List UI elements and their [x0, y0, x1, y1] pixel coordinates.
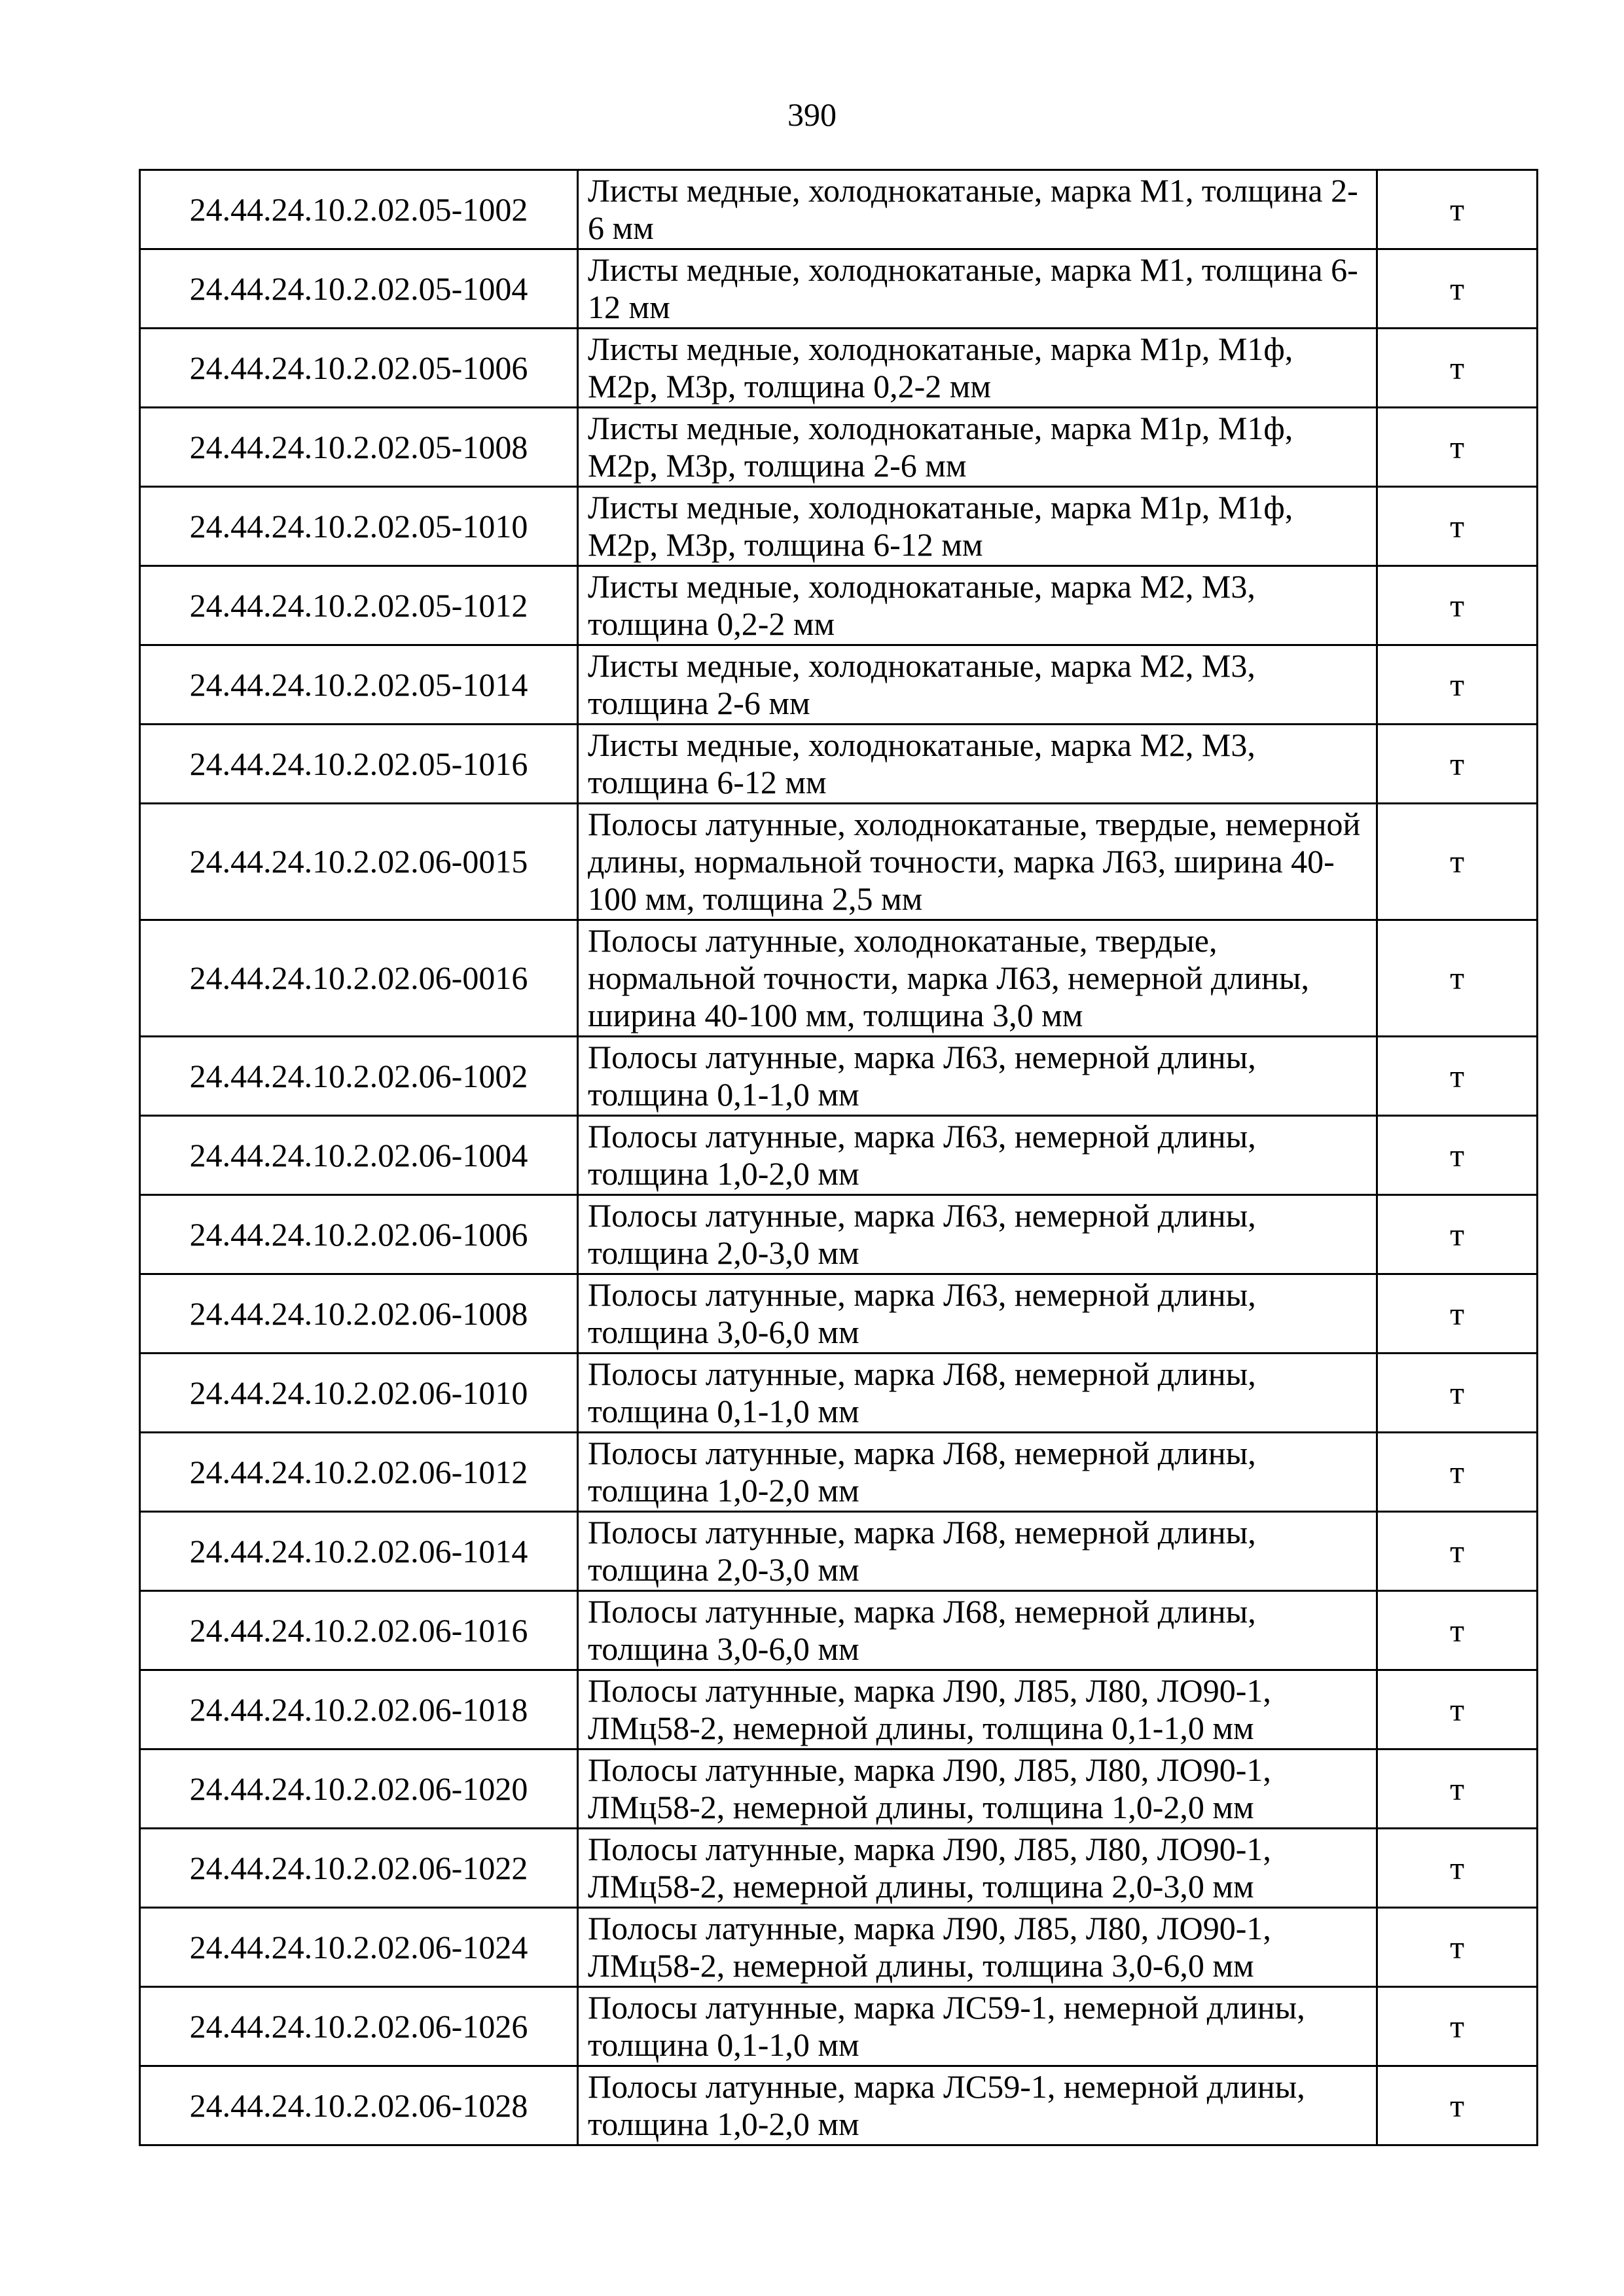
code-cell: 24.44.24.10.2.02.05-1008	[140, 408, 578, 487]
description-cell: Листы медные, холоднокатаные, марка М1, толщина 6-12 мм	[578, 249, 1377, 329]
code-cell: 24.44.24.10.2.02.06-1018	[140, 1670, 578, 1749]
table-row	[140, 170, 1538, 249]
code-cell: 24.44.24.10.2.02.05-1004	[140, 249, 578, 329]
table-row	[140, 1037, 1538, 1116]
code-cell: 24.44.24.10.2.02.06-1028	[140, 2066, 578, 2145]
table-row	[140, 487, 1538, 566]
code-cell: 24.44.24.10.2.02.06-1026	[140, 1987, 578, 2066]
description-cell: Полосы латунные, марка ЛС59-1, немерной длины, толщина 0,1-1,0 мм	[578, 1987, 1377, 2066]
description-cell: Полосы латунные, холоднокатаные, твердые, нормальной точности, марка Л63, немерной длины, ширина 40-100 мм, толщина 3,0 мм	[578, 920, 1377, 1037]
table-row	[140, 645, 1538, 725]
table-row	[140, 1433, 1538, 1512]
description-cell: Полосы латунные, марка Л68, немерной длины, толщина 1,0-2,0 мм	[578, 1433, 1377, 1512]
description-cell: Полосы латунные, марка Л63, немерной длины, толщина 1,0-2,0 мм	[578, 1116, 1377, 1195]
description-cell: Полосы латунные, марка Л90, Л85, Л80, ЛО90-1, ЛМц58-2, немерной длины, толщина 2,0-3,0 мм	[578, 1829, 1377, 1908]
code-cell: 24.44.24.10.2.02.06-0015	[140, 804, 578, 920]
unit-cell: т	[1377, 804, 1538, 920]
unit-cell: т	[1377, 1829, 1538, 1908]
code-cell: 24.44.24.10.2.02.06-0016	[140, 920, 578, 1037]
code-cell: 24.44.24.10.2.02.06-1012	[140, 1433, 578, 1512]
description-cell: Листы медные, холоднокатаные, марка М2, М3, толщина 0,2-2 мм	[578, 566, 1377, 645]
unit-cell: т	[1377, 487, 1538, 566]
unit-cell: т	[1377, 249, 1538, 329]
description-cell: Листы медные, холоднокатаные, марка М1р, М1ф, М2р, М3р, толщина 6-12 мм	[578, 487, 1377, 566]
description-cell: Листы медные, холоднокатаные, марка М1, толщина 2-6 мм	[578, 170, 1377, 249]
unit-cell: т	[1377, 1433, 1538, 1512]
description-cell: Полосы латунные, марка Л90, Л85, Л80, ЛО90-1, ЛМц58-2, немерной длины, толщина 3,0-6,0 мм	[578, 1908, 1377, 1987]
table-row	[140, 1512, 1538, 1591]
table-row	[140, 804, 1538, 920]
unit-cell: т	[1377, 725, 1538, 804]
description-cell: Полосы латунные, марка Л63, немерной длины, толщина 3,0-6,0 мм	[578, 1274, 1377, 1354]
description-cell: Листы медные, холоднокатаные, марка М2, М3, толщина 2-6 мм	[578, 645, 1377, 725]
unit-cell: т	[1377, 1987, 1538, 2066]
table-row	[140, 566, 1538, 645]
table-row	[140, 725, 1538, 804]
unit-cell: т	[1377, 329, 1538, 408]
code-cell: 24.44.24.10.2.02.06-1022	[140, 1829, 578, 1908]
table-row	[140, 408, 1538, 487]
table-row	[140, 1274, 1538, 1354]
description-cell: Полосы латунные, марка Л90, Л85, Л80, ЛО90-1, ЛМц58-2, немерной длины, толщина 0,1-1,0 мм	[578, 1670, 1377, 1749]
unit-cell: т	[1377, 1354, 1538, 1433]
code-cell: 24.44.24.10.2.02.06-1006	[140, 1195, 578, 1274]
table-row	[140, 1116, 1538, 1195]
page-number: 390	[787, 96, 837, 133]
table-row	[140, 1354, 1538, 1433]
code-cell: 24.44.24.10.2.02.06-1024	[140, 1908, 578, 1987]
code-cell: 24.44.24.10.2.02.06-1020	[140, 1749, 578, 1829]
table-body	[140, 170, 1538, 2145]
classification-table	[139, 169, 1538, 2146]
unit-cell: т	[1377, 566, 1538, 645]
code-cell: 24.44.24.10.2.02.06-1016	[140, 1591, 578, 1670]
unit-cell: т	[1377, 1512, 1538, 1591]
description-cell: Листы медные, холоднокатаные, марка М1р, М1ф, М2р, М3р, толщина 2-6 мм	[578, 408, 1377, 487]
description-cell: Листы медные, холоднокатаные, марка М1р, М1ф, М2р, М3р, толщина 0,2-2 мм	[578, 329, 1377, 408]
description-cell: Полосы латунные, марка Л90, Л85, Л80, ЛО90-1, ЛМц58-2, немерной длины, толщина 1,0-2,0 мм	[578, 1749, 1377, 1829]
description-cell: Полосы латунные, марка Л63, немерной длины, толщина 0,1-1,0 мм	[578, 1037, 1377, 1116]
unit-cell: т	[1377, 170, 1538, 249]
unit-cell: т	[1377, 1195, 1538, 1274]
table-row	[140, 2066, 1538, 2145]
code-cell: 24.44.24.10.2.02.06-1014	[140, 1512, 578, 1591]
unit-cell: т	[1377, 1116, 1538, 1195]
code-cell: 24.44.24.10.2.02.06-1004	[140, 1116, 578, 1195]
code-cell: 24.44.24.10.2.02.05-1010	[140, 487, 578, 566]
unit-cell: т	[1377, 408, 1538, 487]
code-cell: 24.44.24.10.2.02.06-1010	[140, 1354, 578, 1433]
unit-cell: т	[1377, 1749, 1538, 1829]
table-row	[140, 1670, 1538, 1749]
description-cell: Полосы латунные, марка Л68, немерной длины, толщина 2,0-3,0 мм	[578, 1512, 1377, 1591]
unit-cell: т	[1377, 1591, 1538, 1670]
table-row	[140, 1195, 1538, 1274]
unit-cell: т	[1377, 1037, 1538, 1116]
unit-cell: т	[1377, 1670, 1538, 1749]
code-cell: 24.44.24.10.2.02.05-1012	[140, 566, 578, 645]
description-cell: Полосы латунные, холоднокатаные, твердые, немерной длины, нормальной точности, марка Л63, ширина 40-100 мм, толщина 2,5 мм	[578, 804, 1377, 920]
description-cell: Листы медные, холоднокатаные, марка М2, М3, толщина 6-12 мм	[578, 725, 1377, 804]
code-cell: 24.44.24.10.2.02.05-1014	[140, 645, 578, 725]
table-row	[140, 329, 1538, 408]
unit-cell: т	[1377, 645, 1538, 725]
code-cell: 24.44.24.10.2.02.05-1006	[140, 329, 578, 408]
unit-cell: т	[1377, 1274, 1538, 1354]
table-row	[140, 1908, 1538, 1987]
table-row	[140, 1829, 1538, 1908]
description-cell: Полосы латунные, марка ЛС59-1, немерной длины, толщина 1,0-2,0 мм	[578, 2066, 1377, 2145]
unit-cell: т	[1377, 920, 1538, 1037]
description-cell: Полосы латунные, марка Л63, немерной длины, толщина 2,0-3,0 мм	[578, 1195, 1377, 1274]
unit-cell: т	[1377, 2066, 1538, 2145]
code-cell: 24.44.24.10.2.02.05-1016	[140, 725, 578, 804]
table-row	[140, 920, 1538, 1037]
code-cell: 24.44.24.10.2.02.06-1008	[140, 1274, 578, 1354]
description-cell: Полосы латунные, марка Л68, немерной длины, толщина 0,1-1,0 мм	[578, 1354, 1377, 1433]
table-row	[140, 1591, 1538, 1670]
unit-cell: т	[1377, 1908, 1538, 1987]
code-cell: 24.44.24.10.2.02.06-1002	[140, 1037, 578, 1116]
code-cell: 24.44.24.10.2.02.05-1002	[140, 170, 578, 249]
table-row	[140, 1987, 1538, 2066]
table-row	[140, 1749, 1538, 1829]
table-row	[140, 249, 1538, 329]
description-cell: Полосы латунные, марка Л68, немерной длины, толщина 3,0-6,0 мм	[578, 1591, 1377, 1670]
